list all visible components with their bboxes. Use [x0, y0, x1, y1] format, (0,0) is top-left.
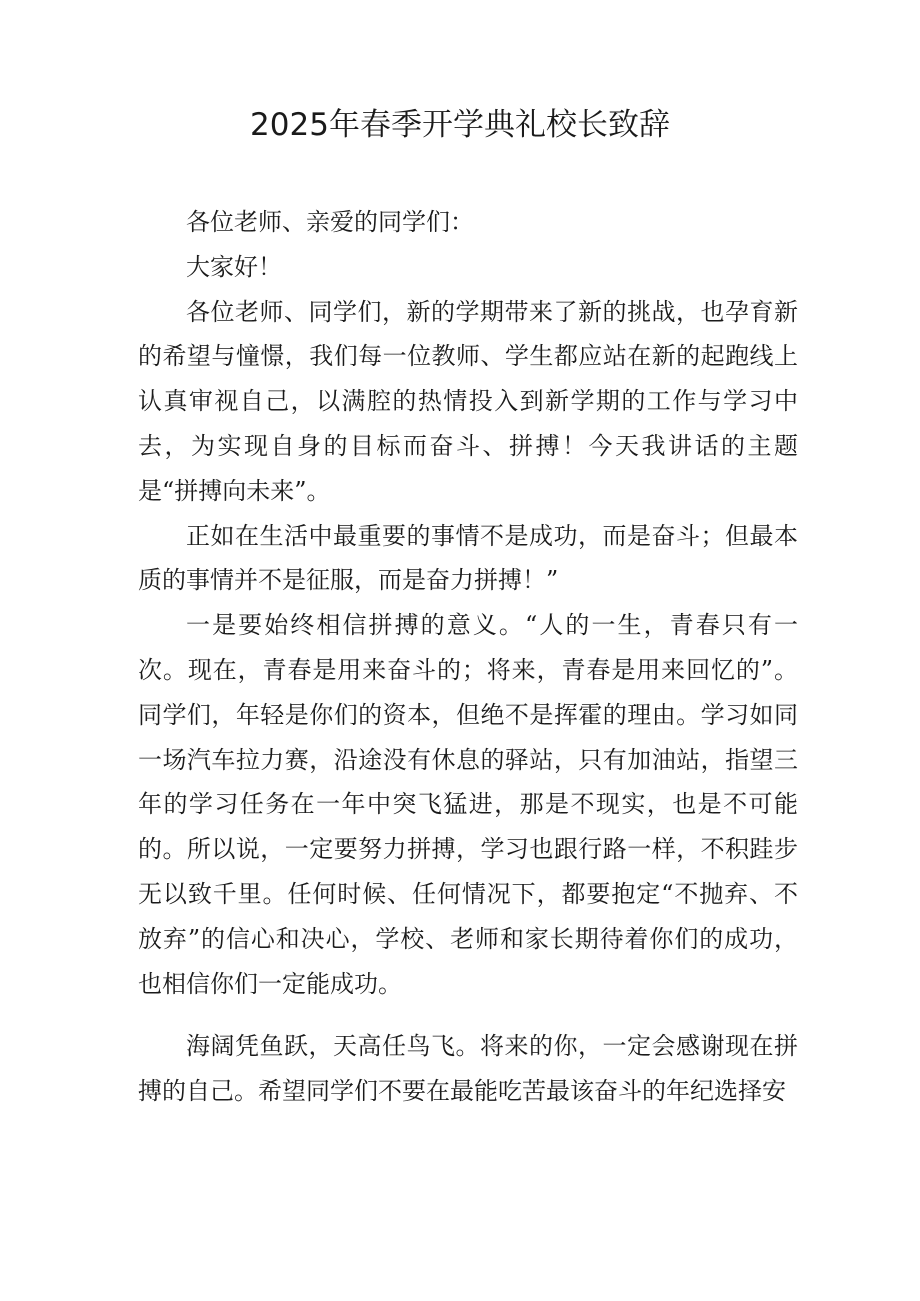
paragraph-intro: 各位老师、同学们，新的学期带来了新的挑战，也孕育新的希望与憧憬，我们每一位教师、学生都应站在新的起跑线上认真审视自己，以满腔的热情投入到新学期的工作与学习中去，为实现自身的目标而奋斗、拼搏！今天我讲话的主题是“拼搏向未来”。 [138, 297, 798, 505]
paragraph-quote: 正如在生活中最重要的事情不是成功，而是奋斗；但最本质的事情并不是征服，而是奋力拼搏！” [138, 521, 798, 595]
document-title: 2025年春季开学典礼校长致辞 [250, 107, 670, 143]
paragraph-greeting: 大家好！ [186, 252, 282, 281]
document-body [138, 200, 798, 1114]
paragraph-salutation: 各位老师、亲爱的同学们： [186, 208, 474, 236]
paragraph-closing: 海阔凭鱼跃，天高任鸟飞。将来的你，一定会感谢现在拼搏的自己。希望同学们不要在最能吃苦最该奋斗的年纪选择安 [138, 1032, 798, 1106]
paragraph-point-one: 一是要始终相信拼搏的意义。“人的一生，青春只有一次。现在，青春是用来奋斗的；将来，青春是用来回忆的”。同学们，年轻是你们的资本，但绝不是挥霍的理由。学习如同一场汽车拉力赛，沿途没有休息的驿站，只有加油站，指望三年的学习任务在一年中突飞猛进，那是不现实，也是不可能的。所以说，一定要努力拼搏，学习也跟行路一样，不积跬步无以致千里。任何时候、任何情况下，都要抱定“不抛弃、不放弃”的信心和决心，学校、老师和家长期待着你们的成功，也相信你们一定能成功。 [138, 611, 798, 998]
